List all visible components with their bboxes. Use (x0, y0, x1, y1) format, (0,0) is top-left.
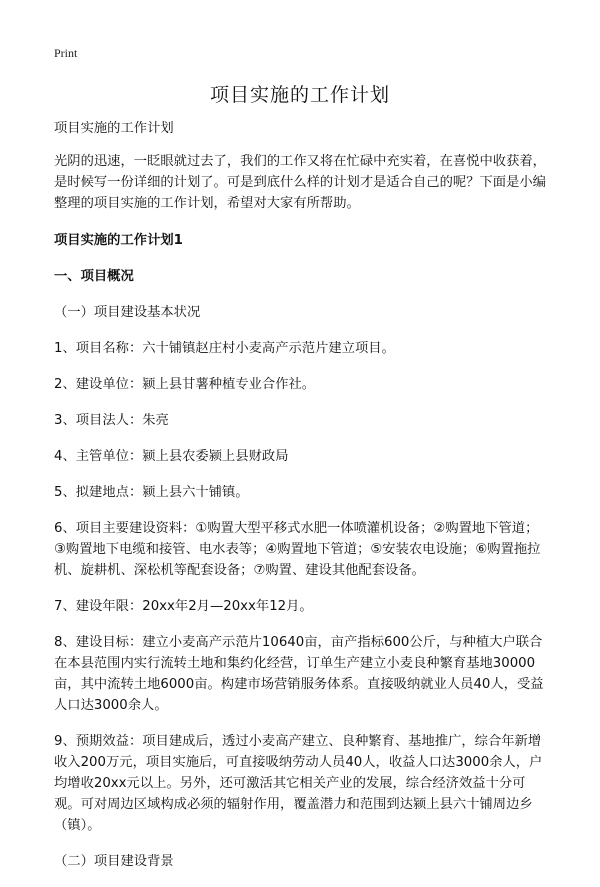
item-legal-person: 3、项目法人：朱亮 (54, 413, 169, 428)
item-main-construction-materials: 6、项目主要建设资料：①购置大型平移式水肥一体喷灌机设备；②购置地下管道；③购置地下电缆和接管、电水表等；④购置地下管道；⑤安装农电设施；⑥购置拖拉机、旋耕机、深松机等配套设备；⑦购置、建设其他配套设备。 (54, 521, 541, 578)
document-title: 项目实施的工作计划 (209, 84, 390, 106)
intro-paragraph: 光阴的迅速，一眨眼就过去了，我们的工作又将在忙碌中充实着，在喜悦中收获着，是时候写一份详细的计划了。可是到底什么样的计划才是适合自己的呢？下面是小编整理的项目实施的工作计划，希望对大家有所帮助。 (54, 154, 546, 211)
document-subtitle: 项目实施的工作计划 (54, 121, 174, 136)
item-proposed-site: 5、拟建地点：颍上县六十铺镇。 (54, 485, 249, 500)
print-link[interactable]: Print (54, 46, 78, 60)
document-body (54, 118, 550, 887)
section-heading-overview: 一、项目概况 (54, 269, 134, 284)
item-construction-goals: 8、建设目标：建立小麦高产示范片10640亩，亩产指标600公斤，与种植大户联合在本县范围内实行流转土地和集约化经营，订单生产建立小麦良种繁育基地30000亩，其中流转土地6000亩。构建市场营销服务体系。直接吸纳就业人员40人，受益人口达3000余人。 (54, 635, 544, 713)
item-supervising-unit: 4、主管单位：颍上县农委颍上县财政局 (54, 449, 289, 464)
subsection-heading-background: （二）项目建设背景 (54, 854, 174, 869)
item-expected-benefits: 9、预期效益：项目建成后，透过小麦高产建立、良种繁育、基地推广，综合年新增收入200万元，项目实施后，可直接吸纳劳动人员40人，收益人口达3000余人，户均增收20xx元以上。另外，还可激活其它相关产业的发展，综合经济效益十分可观。可对周边区域构成必须的辐射作用，覆盖潜力和范围到达颍上县六十铺周边乡（镇）。 (54, 734, 543, 833)
subsection-heading-basic-status: （一）项目建设基本状况 (54, 305, 201, 320)
section-heading-plan-1: 项目实施的工作计划1 (54, 233, 183, 248)
item-construction-period: 7、建设年限：20xx年2月—20xx年12月。 (54, 599, 313, 614)
item-project-name: 1、项目名称：六十铺镇赵庄村小麦高产示范片建立项目。 (54, 341, 395, 356)
item-construction-unit: 2、建设单位：颍上县甘薯种植专业合作社。 (54, 377, 316, 392)
